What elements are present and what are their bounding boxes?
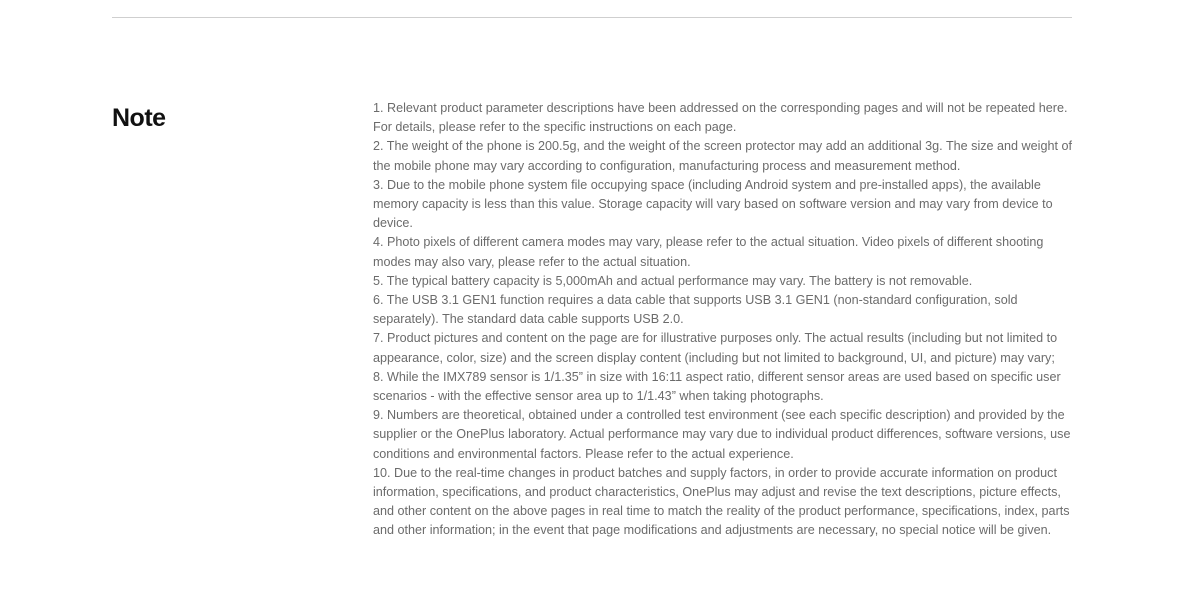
note-item-10: 10. Due to the real-time changes in product batches and supply factors, in order to provide accurate information on product information, specifications, and product characteristics, OnePlus may adjust and revise the text descriptions, picture effects, and other content on the above pages in real time to match the reality of the product performance, specifications, index, parts and other information; in the event that page modifications and adjustments are necessary, no special notice will be given. — [373, 465, 1070, 538]
notes-list — [373, 99, 1073, 541]
note-item-7: 7. Product pictures and content on the page are for illustrative purposes only. The actual results (including but not limited to appearance, color, size) and the screen display content (including but not limited to background, UI, and picture) may vary; — [373, 331, 1058, 365]
note-item-1: 1. Relevant product parameter descriptions have been addressed on the corresponding pages and will not be repeated here. For details, please refer to the specific instructions on each page. — [373, 101, 1068, 135]
note-item-9: 9. Numbers are theoretical, obtained under a controlled test environment (see each specific description) and provided by the supplier or the OnePlus laboratory. Actual performance may vary due to individual product differences, software versions, use conditions and environmental factors. Please refer to the actual experience. — [373, 408, 1071, 461]
note-item-2: 2. The weight of the phone is 200.5g, and the weight of the screen protector may add an additional 3g. The size and weight of the mobile phone may vary according to configuration, manufacturing process and measurement method. — [373, 139, 1072, 173]
top-divider — [112, 17, 1072, 18]
section-title: Note — [112, 104, 166, 132]
note-item-6: 6. The USB 3.1 GEN1 function requires a data cable that supports USB 3.1 GEN1 (non-standard configuration, sold separately). The standard data cable supports USB 2.0. — [373, 293, 1018, 327]
note-item-5: 5. The typical battery capacity is 5,000mAh and actual performance may vary. The battery is not removable. — [373, 273, 973, 288]
note-item-4: 4. Photo pixels of different camera modes may vary, please refer to the actual situation. Video pixels of different shooting modes may also vary, please refer to the actual situation. — [373, 235, 1044, 269]
note-item-3: 3. Due to the mobile phone system file occupying space (including Android system and pre-installed apps), the available memory capacity is less than this value. Storage capacity will vary based on software version and may vary from device to device. — [373, 177, 1053, 231]
note-item-8: 8. While the IMX789 sensor is 1/1.35” in size with 16:11 aspect ratio, different sensor areas are used based on specific user scenarios - with the effective sensor area up to 1/1.43” when taking photographs. — [373, 369, 1061, 404]
